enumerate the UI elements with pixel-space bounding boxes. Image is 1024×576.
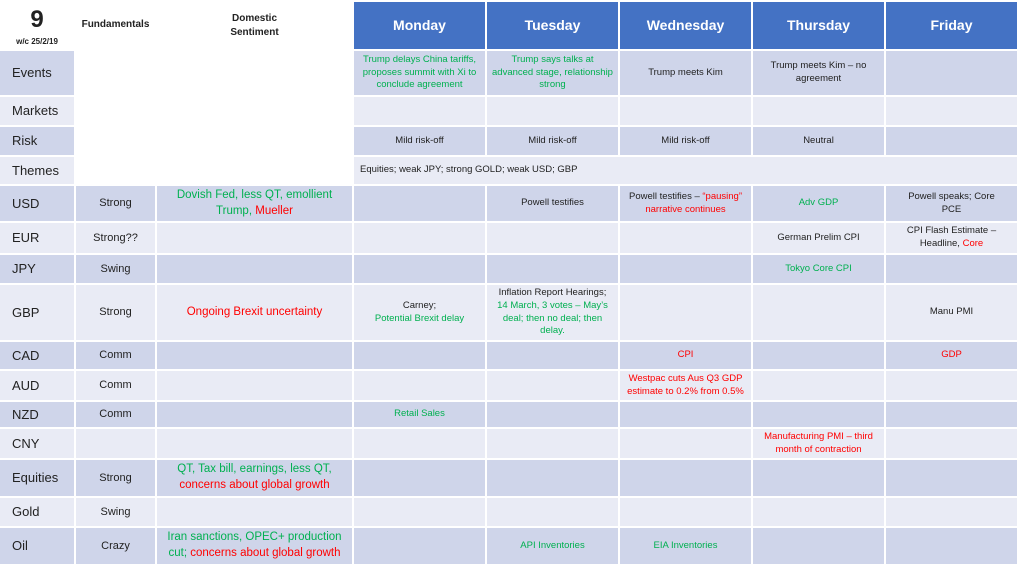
gold-monday — [354, 498, 485, 526]
row-label-gold: Gold — [0, 498, 74, 526]
jpy-tuesday — [487, 255, 618, 283]
row-label-nzd: NZD — [0, 402, 74, 427]
usd-sentiment-negative: Mueller — [255, 204, 293, 217]
events-thursday: Trump meets Kim – no agreement — [753, 51, 884, 95]
aud-thursday — [753, 371, 884, 400]
aud-monday — [354, 371, 485, 400]
nzd-tuesday — [487, 402, 618, 427]
sentiment-header-line2: Sentiment — [230, 26, 279, 38]
nzd-friday — [886, 402, 1017, 427]
gold-sentiment — [157, 498, 352, 526]
row-label-gbp: GBP — [0, 285, 74, 340]
cny-thursday: Manufacturing PMI – third month of contraction — [753, 429, 884, 458]
nzd-wednesday — [620, 402, 751, 427]
cny-tuesday — [487, 429, 618, 458]
gold-fundamental: Swing — [76, 498, 155, 526]
eur-tuesday — [487, 223, 618, 253]
markets-friday — [886, 97, 1017, 125]
equities-monday — [354, 460, 485, 496]
aud-sentiment — [157, 371, 352, 400]
events-friday — [886, 51, 1017, 95]
eur-thursday: German Prelim CPI — [753, 223, 884, 253]
gbp-monday — [354, 285, 485, 340]
equities-thursday — [753, 460, 884, 496]
sentiment-header-line1: Domestic — [231, 13, 277, 24]
equities-fundamental: Strong — [76, 460, 155, 496]
usd-thursday: Adv GDP — [753, 186, 884, 221]
markets-tuesday — [487, 97, 618, 125]
aud-friday — [886, 371, 1017, 400]
eur-friday-b: Core — [962, 238, 984, 249]
gbp-thursday — [753, 285, 884, 340]
equities-friday — [886, 460, 1017, 496]
jpy-wednesday — [620, 255, 751, 283]
equities-tuesday — [487, 460, 618, 496]
week-block — [0, 0, 74, 50]
gbp-tuesday — [487, 285, 618, 340]
gbp-friday: Manu PMI — [886, 285, 1017, 340]
jpy-sentiment — [157, 255, 352, 283]
gbp-tuesday-a: Inflation Report Hearings; — [498, 286, 607, 298]
gbp-monday-a: Carney; — [402, 299, 437, 311]
gbp-monday-b: Potential Brexit delay — [374, 312, 465, 324]
equities-sentiment — [157, 460, 352, 496]
jpy-thursday: Tokyo Core CPI — [753, 255, 884, 283]
nzd-thursday — [753, 402, 884, 427]
week-number: 9 — [30, 6, 44, 33]
row-label-aud: AUD — [0, 371, 74, 400]
row-label-oil: Oil — [0, 528, 74, 564]
eur-friday — [886, 223, 1017, 253]
oil-monday — [354, 528, 485, 564]
jpy-friday — [886, 255, 1017, 283]
equities-sentiment-negative: concerns about global growth — [179, 479, 330, 491]
gbp-fundamental: Strong — [76, 285, 155, 340]
eur-wednesday — [620, 223, 751, 253]
day-header-wednesday: Wednesday — [620, 2, 751, 49]
usd-monday — [354, 186, 485, 221]
row-label-risk: Risk — [0, 127, 74, 155]
nzd-monday: Retail Sales — [354, 402, 485, 427]
usd-sentiment — [157, 186, 352, 221]
oil-wednesday: EIA Inventories — [620, 528, 751, 564]
row-label-cny: CNY — [0, 429, 74, 458]
oil-sentiment-positive: Iran sanctions, OPEC+ production cut; — [167, 531, 342, 559]
row-label-jpy: JPY — [0, 255, 74, 283]
row-label-events: Events — [0, 51, 74, 95]
oil-sentiment-negative: concerns about global growth — [190, 547, 341, 559]
aud-fundamental: Comm — [76, 371, 155, 400]
equities-wednesday — [620, 460, 751, 496]
eur-sentiment — [157, 223, 352, 253]
cad-monday — [354, 342, 485, 369]
oil-fundamental: Crazy — [76, 528, 155, 564]
gbp-tuesday-b: 14 March, 3 votes – May’s deal; then no deal; then delay. — [497, 299, 608, 337]
cad-friday: GDP — [886, 342, 1017, 369]
events-wednesday: Trump meets Kim — [620, 51, 751, 95]
oil-sentiment — [157, 528, 352, 564]
oil-thursday — [753, 528, 884, 564]
row-label-markets: Markets — [0, 97, 74, 125]
row-label-eur: EUR — [0, 223, 74, 253]
events-tuesday: Trump says talks at advanced stage, relationship strong — [487, 51, 618, 95]
cny-sentiment — [157, 429, 352, 458]
cny-fundamental — [76, 429, 155, 458]
cad-fundamental: Comm — [76, 342, 155, 369]
markets-monday — [354, 97, 485, 125]
cad-tuesday — [487, 342, 618, 369]
nzd-sentiment — [157, 402, 352, 427]
cad-thursday — [753, 342, 884, 369]
usd-sentiment-positive: Dovish Fed, less QT, emollient Trump, — [176, 188, 333, 217]
row-label-themes: Themes — [0, 157, 74, 184]
events-monday: Trump delays China tariffs, proposes summit with Xi to conclude agreement — [354, 51, 485, 95]
gold-thursday — [753, 498, 884, 526]
fundamentals-header: Fundamentals — [76, 0, 155, 50]
usd-wednesday-a: Powell testifies – — [628, 190, 700, 202]
oil-tuesday: API Inventories — [487, 528, 618, 564]
cad-sentiment — [157, 342, 352, 369]
usd-wednesday — [620, 186, 751, 221]
usd-wednesday-b: “pausing” — [702, 190, 742, 202]
nzd-fundamental: Comm — [76, 402, 155, 427]
risk-monday: Mild risk-off — [354, 127, 485, 155]
gbp-wednesday — [620, 285, 751, 340]
jpy-fundamental: Swing — [76, 255, 155, 283]
equities-sentiment-positive: QT, Tax bill, earnings, less QT, — [177, 463, 332, 476]
oil-friday — [886, 528, 1017, 564]
day-header-monday: Monday — [354, 2, 485, 49]
usd-fundamental: Strong — [76, 186, 155, 221]
row-label-cad: CAD — [0, 342, 74, 369]
day-header-tuesday: Tuesday — [487, 2, 618, 49]
cny-monday — [354, 429, 485, 458]
gbp-sentiment: Ongoing Brexit uncertainty — [157, 285, 352, 340]
cad-wednesday: CPI — [620, 342, 751, 369]
themes-text: Equities; weak JPY; strong GOLD; weak USD; GBP — [354, 157, 1017, 184]
eur-monday — [354, 223, 485, 253]
gold-tuesday — [487, 498, 618, 526]
gold-wednesday — [620, 498, 751, 526]
blank-block — [76, 51, 352, 184]
row-label-equities: Equities — [0, 460, 74, 496]
day-header-thursday: Thursday — [753, 2, 884, 49]
risk-wednesday: Mild risk-off — [620, 127, 751, 155]
markets-wednesday — [620, 97, 751, 125]
markets-thursday — [753, 97, 884, 125]
jpy-monday — [354, 255, 485, 283]
day-header-friday: Friday — [886, 2, 1017, 49]
aud-wednesday: Westpac cuts Aus Q3 GDP estimate to 0.2% from 0.5% — [620, 371, 751, 400]
risk-friday — [886, 127, 1017, 155]
sentiment-header — [157, 0, 352, 50]
week-commencing: w/c 25/2/19 — [16, 37, 58, 46]
risk-tuesday: Mild risk-off — [487, 127, 618, 155]
gold-friday — [886, 498, 1017, 526]
cny-wednesday — [620, 429, 751, 458]
usd-friday: Powell speaks; Core PCE — [886, 186, 1017, 221]
row-label-usd: USD — [0, 186, 74, 221]
risk-thursday: Neutral — [753, 127, 884, 155]
eur-fundamental: Strong?? — [76, 223, 155, 253]
aud-tuesday — [487, 371, 618, 400]
usd-wednesday-c: narrative continues — [645, 203, 726, 215]
cny-friday — [886, 429, 1017, 458]
usd-tuesday: Powell testifies — [487, 186, 618, 221]
eur-friday-a: CPI Flash Estimate – Headline, — [906, 225, 997, 249]
